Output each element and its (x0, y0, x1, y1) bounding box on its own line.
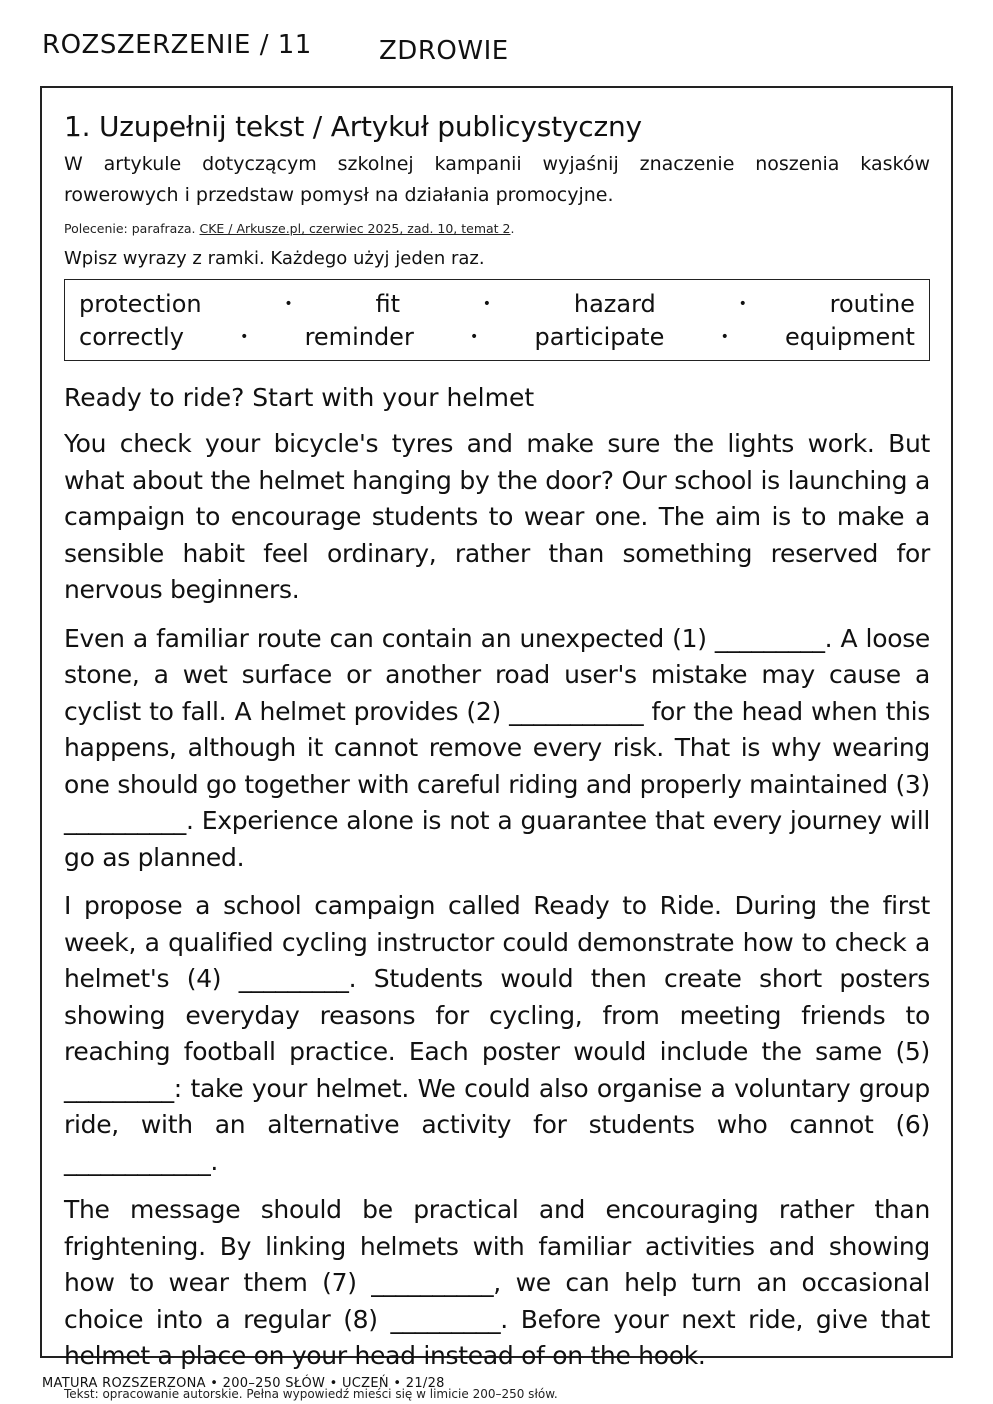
word-item: correctly (79, 323, 184, 351)
word-item: participate (534, 323, 665, 351)
source-suffix: . (510, 221, 515, 236)
fill-instruction: Wpisz wyrazy z ramki. Każdego użyj jeden raz. (64, 248, 485, 269)
article-title: Ready to ride? Start with your helmet (64, 383, 535, 412)
word-item: equipment (785, 323, 915, 351)
page-header (42, 30, 951, 70)
separator-dot: • (470, 329, 479, 345)
word-item: fit (375, 290, 400, 318)
task-content (64, 110, 930, 1401)
source-note (64, 221, 930, 236)
word-item: reminder (304, 323, 414, 351)
footnote: Tekst: opracowanie autorskie. Pełna wypowiedź mieści się w limicie 200–250 słów. (64, 1386, 558, 1401)
source-link[interactable]: CKE / Arkusze.pl, czerwiec 2025, zad. 10, temat 2 (199, 221, 511, 236)
article-paragraph: You check your bicycle's tyres and make sure the lights work. But what about the helmet hanging by the door? Our school is launching a campaign to encourage students to wear one. The aim is to make a sensible habit feel ordinary, rather than something reserved for nervous beginners. (64, 429, 930, 604)
page-footer: MATURA ROZSZERZONA • 200–250 SŁÓW • UCZEŃ • 21/28 (42, 1376, 445, 1391)
separator-dot: • (738, 296, 747, 312)
article-paragraph: Even a familiar route can contain an unexpected (1) _________. A loose stone, a wet surface or another road user's mistake may cause a cyclist to fall. A helmet provides (2) ___________ for the head when this happens, although it cannot remove every risk. That is why wearing one should go together with careful riding and properly maintained (3) __________. Experience alone is not a guarantee that every journey will go as planned. (64, 623, 930, 872)
article-paragraph: I propose a school campaign called Ready to Ride. During the first week, a qualified cycling instructor could demonstrate how to check a helmet's (4) _________. Students would then create short posters showing everyday reasons for cycling, from meeting friends to reaching football practice. Each poster would include the same (5) _________: take your helmet. We could also organise a voluntary group ride, with an alternative activity for students who cannot (6) ____________. (64, 891, 930, 1176)
source-prefix: Polecenie: parafraza. (64, 221, 200, 236)
task-title: 1. Uzupełnij tekst / Artykuł publicystyczny (64, 110, 642, 143)
separator-dot: • (240, 329, 249, 345)
separator-dot: • (482, 296, 492, 312)
word-item: routine (829, 290, 915, 318)
word-item: hazard (573, 290, 656, 318)
separator-dot: • (284, 296, 293, 312)
word-item: protection (79, 290, 202, 318)
word-row-2 (79, 321, 915, 354)
section-label: ROZSZERZENIE / 11 (42, 30, 312, 60)
task-instruction: W artykule dotyczącym szkolnej kampanii wyjaśnij znaczenie noszenia kasków rowerowych i przedstaw pomysł na działania promocyjne. (64, 153, 930, 206)
word-box (64, 279, 930, 361)
separator-dot: • (720, 329, 729, 345)
topic-label: ZDROWIE (379, 36, 509, 66)
article-paragraph: The message should be practical and encouraging rather than frightening. By linking helmets with familiar activities and showing how to wear them (7) __________, we can help turn an occasional choice into a regular (8) _________. Before your next ride, give that helmet a place on your head instead of on the hook. (64, 1195, 930, 1370)
word-row-1 (79, 288, 915, 321)
